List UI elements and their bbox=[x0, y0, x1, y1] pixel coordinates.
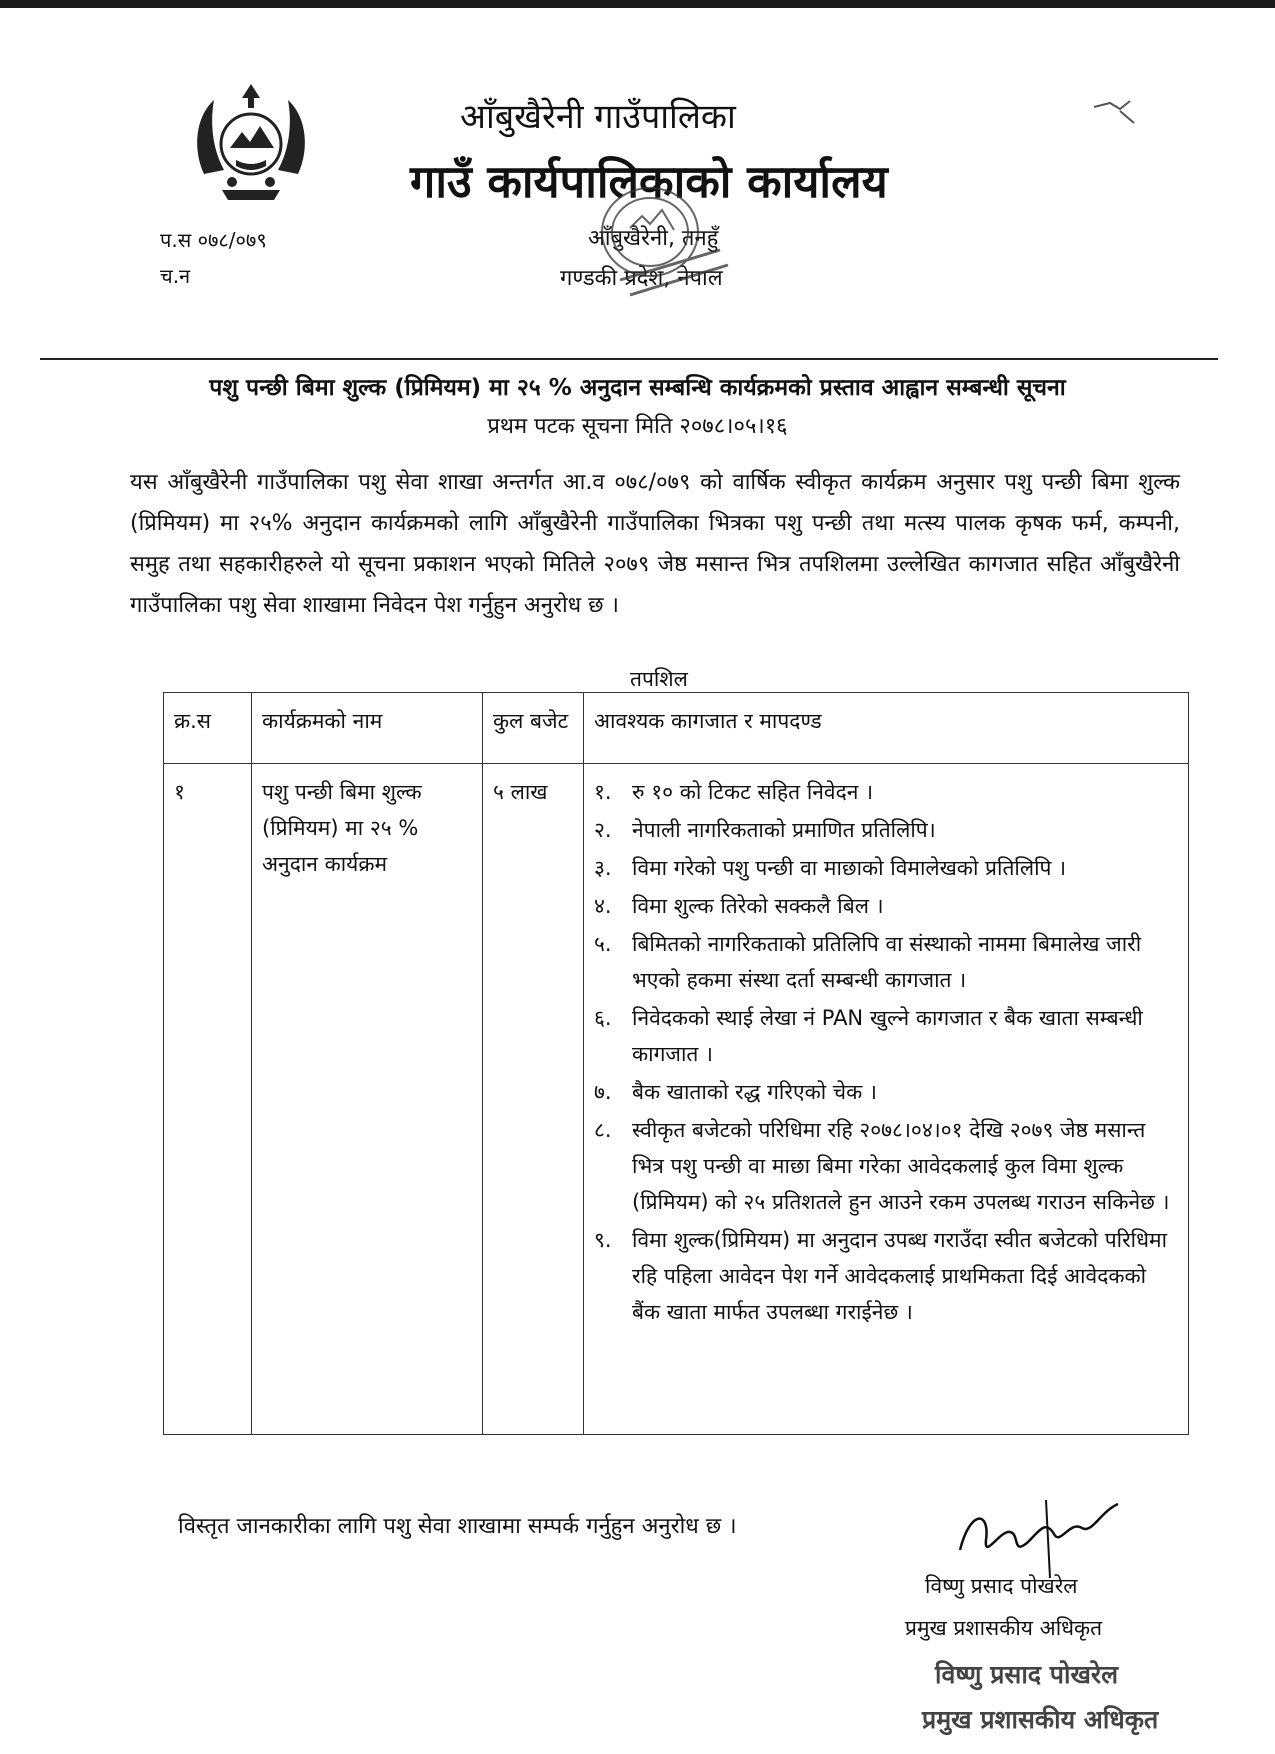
dispatch-number: च.न bbox=[160, 264, 191, 288]
table-row bbox=[164, 764, 1189, 1435]
item-number: ९. bbox=[594, 1228, 612, 1252]
signer-post: प्रमुख प्रशासकीय अधिकृत bbox=[905, 1616, 1103, 1640]
header-divider bbox=[40, 358, 1218, 360]
scan-mark-icon bbox=[1090, 95, 1150, 135]
notice-body: यस आँबुखैरेनी गाउँपालिका पशु सेवा शाखा अन्तर्गत आ.व ०७८/०७९ को वार्षिक स्वीकृत कार्यक्रम अनुसार पशु पन्छी बिमा शुल्क (प्रिमियम) मा २५% अनुदान कार्यक्रमको लागि आँबुखैरेनी गाउँपालिका भित्रका पशु पन्छी तथा मत्स्य पालक कृषक फर्म, कम्पनी, समुह तथा सहकारीहरुले यो सूचना प्रकाशन भएको मितिले २०७९ जेष्ठ मसान्त भित्र तपशिलमा उल्लेखित कागजात सहित आँबुखैरेनी गाउँपालिका पशु सेवा शाखामा निवेदन पेश गर्नुहुन अनुरोध छ । bbox=[130, 470, 1180, 618]
municipality-name: आँबुखैरेनी गाउँपालिका bbox=[460, 97, 736, 137]
footer-note: विस्तृत जानकारीका लागि पशु सेवा शाखामा सम्पर्क गर्नुहुन अनुरोध छ । bbox=[178, 1514, 737, 1539]
item-number: ५. bbox=[594, 932, 612, 956]
item-number: ३. bbox=[594, 856, 612, 880]
notice-date: प्रथम पटक सूचना मिति २०७८।०५।१६ bbox=[487, 414, 788, 439]
list-item bbox=[594, 1112, 1178, 1220]
item-text: बिमितको नागरिकताको प्रतिलिपि वा संस्थाको नाममा बिमालेख जारी भएको हकमा संस्था दर्ता सम्बन्धी कागजात । bbox=[632, 932, 1142, 992]
item-text: स्वीकृत बजेटको परिधिमा रहि २०७८।०४।०१ देखि २०७९ जेष्ठ मसान्त भित्र पशु पन्छी वा माछा बिमा गरेका आवेदकलाई कुल विमा शुल्क (प्रिमियम) को २५ प्रतिशतले हुन आउने रकम उपलब्ध गराउन सकिनेछ । bbox=[632, 1118, 1170, 1214]
signer-name: विष्णु प्रसाद पोखरेल bbox=[925, 1574, 1078, 1598]
reference-number: प.स ०७८/०७९ bbox=[160, 228, 267, 252]
office-seal-stamp-icon bbox=[570, 170, 750, 320]
requirements-list bbox=[594, 774, 1178, 1330]
stamp-name: विष्णु प्रसाद पोखरेल bbox=[935, 1660, 1119, 1689]
list-item bbox=[594, 774, 1178, 810]
list-item bbox=[594, 850, 1178, 886]
item-text: विमा शुल्क तिरेको सक्कलै बिल । bbox=[632, 894, 884, 918]
notice-title: पशु पन्छी बिमा शुल्क (प्रिमियम) मा २५ % अनुदान सम्बन्धि कार्यक्रमको प्रस्ताव आह्वान सम्बन्धी सूचना bbox=[209, 375, 1066, 401]
row-sn: १ bbox=[164, 764, 252, 1435]
item-text: विमा शुल्क(प्रिमियम) मा अनुदान उपब्ध गराउँदा स्वीत बजेटको परिधिमा रहि पहिला आवेदन पेश गर्ने आवेदकलाई प्राथमिकता दिई आवेदकको बैंक खाता मार्फत उपलब्धा गराईनेछ । bbox=[632, 1228, 1168, 1324]
item-number: ८. bbox=[594, 1118, 612, 1142]
item-number: ४. bbox=[594, 894, 612, 918]
list-item bbox=[594, 1000, 1178, 1072]
item-text: बैक खाताको रद्ध गरिएको चेक । bbox=[632, 1080, 877, 1104]
list-item bbox=[594, 926, 1178, 998]
office-name: गाउँ कार्यपालिकाको कार्यालय bbox=[410, 155, 888, 208]
handwritten-signature-icon bbox=[950, 1490, 1130, 1580]
address-line-2: गण्डकी प्रदेश, नेपाल bbox=[560, 266, 723, 291]
list-item bbox=[594, 812, 1178, 848]
item-text: निवेदकको स्थाई लेखा नं PAN खुल्ने कागजात र बैक खाता सम्बन्धी कागजात । bbox=[632, 1006, 1143, 1066]
item-text: नेपाली नागरिकताको प्रमाणित प्रतिलिपि। bbox=[632, 818, 936, 842]
row-budget: ५ लाख bbox=[483, 764, 584, 1435]
header-requirements: आवश्यक कागजात र मापदण्ड bbox=[584, 693, 1189, 764]
stamp-post: प्रमुख प्रशासकीय अधिकृत bbox=[922, 1705, 1159, 1734]
address-line-1: आँबुखैरेनी, तनहुँ bbox=[588, 226, 719, 251]
list-item bbox=[594, 1074, 1178, 1110]
item-number: १. bbox=[594, 780, 612, 804]
row-requirements bbox=[584, 764, 1189, 1435]
item-number: ७. bbox=[594, 1080, 612, 1104]
item-number: २. bbox=[594, 818, 612, 842]
list-item bbox=[594, 888, 1178, 924]
schedule-table bbox=[163, 692, 1189, 1435]
table-header-row bbox=[164, 693, 1189, 764]
item-number: ६. bbox=[594, 1006, 612, 1030]
page-top-border bbox=[0, 0, 1275, 8]
list-item bbox=[594, 1222, 1178, 1330]
header-budget: कुल बजेट bbox=[483, 693, 584, 764]
item-text: रु १० को टिकट सहित निवेदन । bbox=[632, 780, 874, 804]
header-program: कार्यक्रमको नाम bbox=[252, 693, 483, 764]
item-text: विमा गरेको पशु पन्छी वा माछाको विमालेखको प्रतिलिपि । bbox=[632, 856, 1067, 880]
row-program: पशु पन्छी बिमा शुल्क (प्रिमियम) मा २५ % अनुदान कार्यक्रम bbox=[252, 764, 483, 1435]
header-sn: क्र.स bbox=[164, 693, 252, 764]
nepal-government-emblem-icon bbox=[190, 78, 312, 206]
schedule-title: तपशिल bbox=[630, 667, 688, 691]
